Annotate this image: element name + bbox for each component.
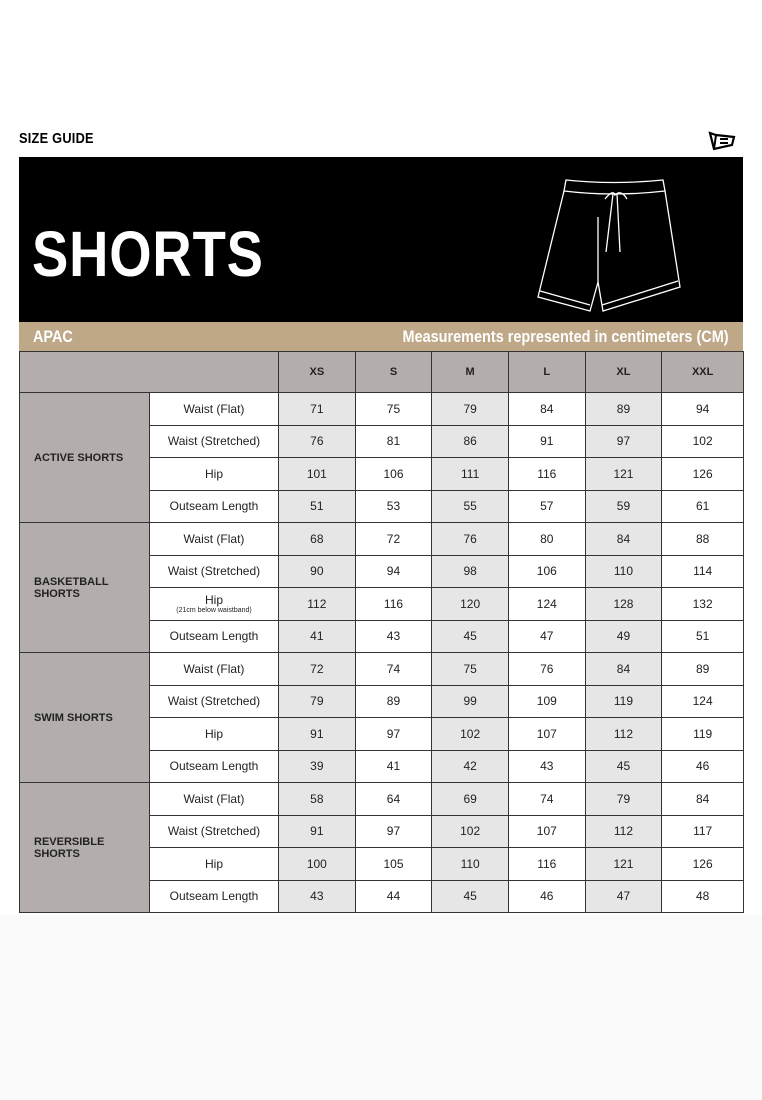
size-value: 72 [355, 523, 432, 556]
measurement-name: Waist (Flat) [183, 531, 245, 546]
size-value: 58 [279, 783, 356, 816]
size-value: 126 [662, 458, 744, 491]
shorts-illustration-icon [533, 177, 703, 317]
measurement-name: Waist (Stretched) [167, 564, 261, 579]
size-value: 116 [355, 588, 432, 621]
size-value: 98 [432, 555, 509, 588]
category-label: ACTIVE SHORTS [20, 393, 150, 523]
page-title: SHORTS [32, 218, 264, 290]
size-value: 45 [585, 750, 662, 783]
size-value: 94 [662, 393, 744, 426]
measurement-label [150, 750, 279, 783]
size-value: 69 [432, 783, 509, 816]
measurement-name: Waist (Flat) [183, 791, 245, 806]
size-header-xl: XL [585, 352, 662, 393]
measurement-label [150, 815, 279, 848]
measurement-name: Outseam Length [169, 629, 259, 644]
size-value: 89 [662, 653, 744, 686]
size-value: 132 [662, 588, 744, 621]
category-label: SWIM SHORTS [20, 653, 150, 783]
size-value: 46 [662, 750, 744, 783]
size-value: 84 [508, 393, 585, 426]
measurement-name: Hip [204, 726, 223, 741]
size-value: 90 [279, 555, 356, 588]
measurement-name: Waist (Stretched) [167, 694, 261, 709]
measurement-label [150, 490, 279, 523]
size-value: 84 [662, 783, 744, 816]
measurement-label [150, 783, 279, 816]
size-value: 102 [662, 425, 744, 458]
size-value: 116 [508, 848, 585, 881]
region-band [19, 322, 743, 351]
size-value: 126 [662, 848, 744, 881]
measurement-label [150, 653, 279, 686]
measurement-label [150, 620, 279, 653]
size-value: 43 [508, 750, 585, 783]
measurement-name: Hip [204, 856, 223, 871]
footer-area [0, 915, 762, 1100]
category-label: REVERSIBLE SHORTS [20, 783, 150, 913]
measurement-note: (21cm below waistband) [176, 607, 252, 615]
measurement-label [150, 880, 279, 913]
size-value: 84 [585, 653, 662, 686]
size-value: 91 [279, 718, 356, 751]
size-value: 102 [432, 718, 509, 751]
measurement-name: Outseam Length [169, 759, 259, 774]
measurement-name: Outseam Length [169, 499, 259, 514]
size-header-xs: XS [279, 352, 356, 393]
size-value: 55 [432, 490, 509, 523]
size-value: 97 [355, 718, 432, 751]
size-value: 120 [432, 588, 509, 621]
size-value: 112 [279, 588, 356, 621]
measurement-name: Outseam Length [169, 889, 259, 904]
size-value: 57 [508, 490, 585, 523]
size-value: 112 [585, 718, 662, 751]
size-value: 59 [585, 490, 662, 523]
size-value: 45 [432, 620, 509, 653]
brand-logo-icon [708, 131, 736, 151]
size-value: 109 [508, 685, 585, 718]
size-value: 68 [279, 523, 356, 556]
size-value: 47 [508, 620, 585, 653]
size-value: 99 [432, 685, 509, 718]
size-value: 42 [432, 750, 509, 783]
size-value: 74 [508, 783, 585, 816]
size-value: 64 [355, 783, 432, 816]
measurement-name: Waist (Flat) [183, 401, 245, 416]
measurement-name: Waist (Stretched) [167, 434, 261, 449]
size-value: 45 [432, 880, 509, 913]
size-value: 124 [662, 685, 744, 718]
size-value: 111 [432, 458, 509, 491]
size-value: 101 [279, 458, 356, 491]
size-value: 91 [279, 815, 356, 848]
size-value: 43 [355, 620, 432, 653]
size-value: 119 [662, 718, 744, 751]
size-value: 112 [585, 815, 662, 848]
size-guide-label: SIZE GUIDE [19, 130, 94, 147]
measurement-label [150, 718, 279, 751]
category-label: BASKETBALL SHORTS [20, 523, 150, 653]
measurement-name: Waist (Flat) [183, 661, 245, 676]
units-note: Measurements represented in centimeters (CM) [402, 327, 729, 346]
size-value: 102 [432, 815, 509, 848]
size-value: 61 [662, 490, 744, 523]
size-value: 89 [585, 393, 662, 426]
size-value: 43 [279, 880, 356, 913]
title-banner [19, 157, 743, 322]
size-value: 88 [662, 523, 744, 556]
size-value: 97 [355, 815, 432, 848]
measurement-label [150, 588, 279, 621]
size-value: 48 [662, 880, 744, 913]
size-value: 76 [508, 653, 585, 686]
size-value: 72 [279, 653, 356, 686]
header-blank [20, 352, 279, 393]
size-value: 89 [355, 685, 432, 718]
size-value: 41 [279, 620, 356, 653]
size-value: 97 [585, 425, 662, 458]
size-value: 79 [432, 393, 509, 426]
measurement-label [150, 458, 279, 491]
size-value: 76 [432, 523, 509, 556]
measurement-label [150, 393, 279, 426]
size-value: 75 [432, 653, 509, 686]
size-value: 110 [432, 848, 509, 881]
size-value: 44 [355, 880, 432, 913]
size-value: 107 [508, 815, 585, 848]
size-value: 46 [508, 880, 585, 913]
size-value: 117 [662, 815, 744, 848]
measurement-label [150, 523, 279, 556]
size-header-xxl: XXL [662, 352, 744, 393]
measurement-name: Waist (Stretched) [167, 824, 261, 839]
size-value: 80 [508, 523, 585, 556]
size-value: 76 [279, 425, 356, 458]
size-table [19, 351, 744, 913]
size-value: 128 [585, 588, 662, 621]
measurement-label [150, 425, 279, 458]
size-value: 79 [279, 685, 356, 718]
measurement-name: Hip [204, 466, 223, 481]
size-value: 47 [585, 880, 662, 913]
size-value: 91 [508, 425, 585, 458]
size-value: 116 [508, 458, 585, 491]
measurement-label [150, 555, 279, 588]
size-value: 121 [585, 848, 662, 881]
size-value: 107 [508, 718, 585, 751]
size-value: 79 [585, 783, 662, 816]
table-row [20, 393, 744, 426]
table-row [20, 653, 744, 686]
size-value: 75 [355, 393, 432, 426]
size-value: 121 [585, 458, 662, 491]
size-value: 41 [355, 750, 432, 783]
size-value: 124 [508, 588, 585, 621]
size-value: 94 [355, 555, 432, 588]
table-row [20, 523, 744, 556]
size-value: 39 [279, 750, 356, 783]
size-header-s: S [355, 352, 432, 393]
size-value: 106 [508, 555, 585, 588]
region-label: APAC [33, 327, 73, 346]
size-value: 49 [585, 620, 662, 653]
size-value: 51 [662, 620, 744, 653]
size-value: 71 [279, 393, 356, 426]
table-row [20, 783, 744, 816]
size-value: 86 [432, 425, 509, 458]
size-value: 51 [279, 490, 356, 523]
measurement-name: Hip [204, 593, 223, 608]
size-value: 81 [355, 425, 432, 458]
size-value: 100 [279, 848, 356, 881]
size-value: 105 [355, 848, 432, 881]
size-value: 106 [355, 458, 432, 491]
size-header-m: M [432, 352, 509, 393]
measurement-label [150, 685, 279, 718]
size-value: 74 [355, 653, 432, 686]
size-value: 110 [585, 555, 662, 588]
size-value: 114 [662, 555, 744, 588]
size-value: 84 [585, 523, 662, 556]
size-value: 119 [585, 685, 662, 718]
size-value: 53 [355, 490, 432, 523]
measurement-label [150, 848, 279, 881]
size-header-l: L [508, 352, 585, 393]
size-header-row [20, 352, 744, 393]
